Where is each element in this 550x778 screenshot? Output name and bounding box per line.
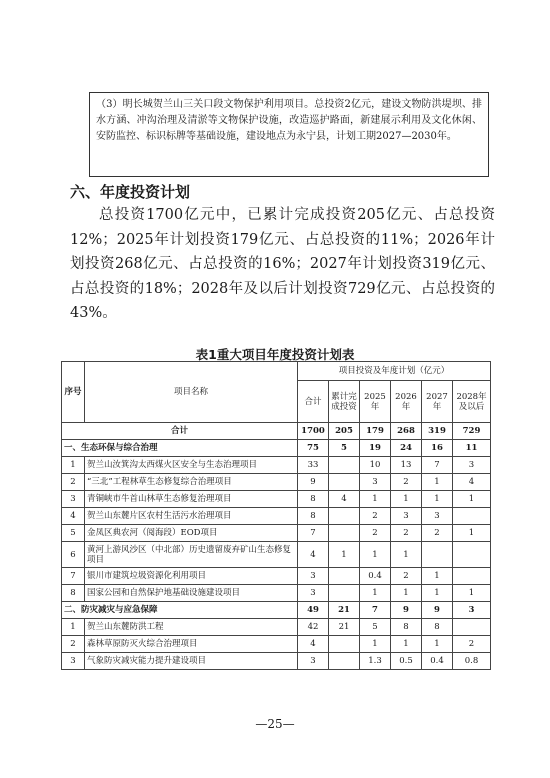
value-cell: 24 xyxy=(391,440,422,457)
value-cell: 8 xyxy=(391,619,422,636)
row-seq: 3 xyxy=(62,653,85,670)
value-cell: 4 xyxy=(298,636,329,653)
value-cell: 1 xyxy=(391,585,422,602)
header-col: 合计 xyxy=(298,381,329,423)
row-seq: 1 xyxy=(62,457,85,474)
value-cell: 2 xyxy=(453,636,491,653)
header-col: 2028年及以后 xyxy=(453,381,491,423)
table-row xyxy=(62,568,491,585)
value-cell: 3 xyxy=(360,474,391,491)
value-cell xyxy=(422,542,453,568)
row-seq: 5 xyxy=(62,525,85,542)
project-description-box: （3）明长城贺兰山三关口段文物保护利用项目。总投资2亿元，建设文物防洪堤坝、排水方涵、冲沟治理及清淤等文物保护设施，改造巡护路面，新建展示利用及文化休闲、安防监控、标识标牌等基础设施，建设地点为永宁县，计划工期2027—2030年。 xyxy=(89,92,489,177)
value-cell: 49 xyxy=(298,602,329,619)
value-cell: 3 xyxy=(298,568,329,585)
table-row xyxy=(62,636,491,653)
value-cell: 1 xyxy=(453,525,491,542)
value-cell: 8 xyxy=(422,619,453,636)
header-name: 项目名称 xyxy=(85,362,298,423)
table-row xyxy=(62,653,491,670)
value-cell: 1 xyxy=(391,491,422,508)
row-name: 黄河上游风沙区（中北部）历史遗留废弃矿山生态修复项目 xyxy=(85,542,298,568)
value-cell: 1 xyxy=(360,585,391,602)
value-cell: 2 xyxy=(391,525,422,542)
value-cell: 0.4 xyxy=(422,653,453,670)
investment-table xyxy=(61,361,491,670)
value-cell: 5 xyxy=(329,440,360,457)
value-cell xyxy=(329,508,360,525)
section-label: 一、生态环保与综合治理 xyxy=(62,440,298,457)
total-row xyxy=(62,423,491,440)
value-cell xyxy=(329,525,360,542)
value-cell: 8 xyxy=(298,508,329,525)
row-name: 贺兰山东麓防洪工程 xyxy=(85,619,298,636)
row-seq: 1 xyxy=(62,619,85,636)
value-cell: 11 xyxy=(453,440,491,457)
row-name: 贺兰山东麓片区农村生活污水治理项目 xyxy=(85,508,298,525)
header-seq: 序号 xyxy=(62,362,85,423)
row-seq: 6 xyxy=(62,542,85,568)
value-cell: 729 xyxy=(453,423,491,440)
value-cell: 1 xyxy=(422,474,453,491)
table-row xyxy=(62,457,491,474)
value-cell: 1 xyxy=(360,636,391,653)
value-cell: 179 xyxy=(360,423,391,440)
table-row xyxy=(62,508,491,525)
table-body xyxy=(62,423,491,670)
value-cell: 2 xyxy=(422,525,453,542)
value-cell: 4 xyxy=(298,542,329,568)
value-cell: 75 xyxy=(298,440,329,457)
value-cell: 1 xyxy=(453,585,491,602)
row-name: 金凤区典农河（阅海段）EOD项目 xyxy=(85,525,298,542)
value-cell: 1 xyxy=(360,491,391,508)
section-row xyxy=(62,440,491,457)
table-row xyxy=(62,619,491,636)
header-group: 项目投资及年度计划（亿元） xyxy=(298,362,491,381)
row-seq: 2 xyxy=(62,474,85,491)
value-cell: 1 xyxy=(391,542,422,568)
value-cell: 1 xyxy=(422,585,453,602)
value-cell xyxy=(329,653,360,670)
value-cell xyxy=(329,457,360,474)
header-col: 2027年 xyxy=(422,381,453,423)
row-seq: 8 xyxy=(62,585,85,602)
value-cell: 10 xyxy=(360,457,391,474)
value-cell: 1 xyxy=(360,542,391,568)
value-cell: 9 xyxy=(422,602,453,619)
value-cell xyxy=(453,508,491,525)
value-cell: 1 xyxy=(391,636,422,653)
value-cell: 5 xyxy=(360,619,391,636)
section-label: 二、防灾减灾与应急保障 xyxy=(62,602,298,619)
value-cell: 2 xyxy=(360,508,391,525)
value-cell: 9 xyxy=(298,474,329,491)
row-seq: 3 xyxy=(62,491,85,508)
table-row xyxy=(62,491,491,508)
value-cell xyxy=(329,585,360,602)
value-cell: 1 xyxy=(453,491,491,508)
value-cell: 7 xyxy=(422,457,453,474)
investment-paragraph: 总投资1700亿元中，已累计完成投资205亿元、占总投资12%；2025年计划投资179亿元、占总投资的11%；2026年计划投资268亿元、占总投资的16%；2027年计划投资319亿元、占总投资的18%；2028年及以后计划投资729亿元、占总投资的43%。 xyxy=(70,207,495,321)
row-name: “三北”工程林草生态修复综合治理项目 xyxy=(85,474,298,491)
value-cell xyxy=(329,636,360,653)
value-cell: 3 xyxy=(453,602,491,619)
value-cell: 1700 xyxy=(298,423,329,440)
row-name: 贺兰山汝箕沟太西煤火区安全与生态治理项目 xyxy=(85,457,298,474)
value-cell: 205 xyxy=(329,423,360,440)
table-row xyxy=(62,474,491,491)
value-cell: 3 xyxy=(391,508,422,525)
value-cell: 8 xyxy=(298,491,329,508)
value-cell: 2 xyxy=(391,568,422,585)
value-cell: 4 xyxy=(329,491,360,508)
table-title: 表1重大项目年度投资计划表 xyxy=(195,347,355,362)
value-cell: 1 xyxy=(422,568,453,585)
value-cell: 0.4 xyxy=(360,568,391,585)
row-name: 森林草原防灭火综合治理项目 xyxy=(85,636,298,653)
table-row xyxy=(62,525,491,542)
value-cell: 9 xyxy=(391,602,422,619)
value-cell: 3 xyxy=(422,508,453,525)
value-cell: 7 xyxy=(298,525,329,542)
value-cell xyxy=(453,542,491,568)
value-cell: 3 xyxy=(298,585,329,602)
row-seq: 4 xyxy=(62,508,85,525)
row-name: 气象防灾减灾能力提升建设项目 xyxy=(85,653,298,670)
value-cell: 13 xyxy=(391,457,422,474)
value-cell: 16 xyxy=(422,440,453,457)
value-cell: 4 xyxy=(453,474,491,491)
value-cell: 42 xyxy=(298,619,329,636)
value-cell: 2 xyxy=(360,525,391,542)
section-heading: 六、年度投资计划 xyxy=(70,183,191,201)
value-cell: 0.8 xyxy=(453,653,491,670)
row-name: 银川市建筑垃圾资源化利用项目 xyxy=(85,568,298,585)
total-label: 合计 xyxy=(62,423,298,440)
header-col: 累计完成投资 xyxy=(329,381,360,423)
value-cell: 3 xyxy=(298,653,329,670)
value-cell: 0.5 xyxy=(391,653,422,670)
section-row xyxy=(62,602,491,619)
value-cell: 1.3 xyxy=(360,653,391,670)
value-cell: 268 xyxy=(391,423,422,440)
value-cell: 1 xyxy=(329,542,360,568)
value-cell: 21 xyxy=(329,619,360,636)
row-seq: 7 xyxy=(62,568,85,585)
value-cell: 1 xyxy=(422,491,453,508)
header-col: 2026年 xyxy=(391,381,422,423)
value-cell: 21 xyxy=(329,602,360,619)
value-cell xyxy=(453,619,491,636)
value-cell xyxy=(329,474,360,491)
row-seq: 2 xyxy=(62,636,85,653)
table-row xyxy=(62,542,491,568)
value-cell xyxy=(329,568,360,585)
page-number: —25— xyxy=(255,717,295,731)
header-col: 2025年 xyxy=(360,381,391,423)
value-cell: 1 xyxy=(422,636,453,653)
value-cell: 2 xyxy=(391,474,422,491)
value-cell xyxy=(453,568,491,585)
value-cell: 19 xyxy=(360,440,391,457)
value-cell: 7 xyxy=(360,602,391,619)
value-cell: 319 xyxy=(422,423,453,440)
table-row xyxy=(62,585,491,602)
row-name: 青铜峡市牛首山林草生态修复治理项目 xyxy=(85,491,298,508)
value-cell: 3 xyxy=(453,457,491,474)
row-name: 国家公园和自然保护地基础设施建设项目 xyxy=(85,585,298,602)
value-cell: 33 xyxy=(298,457,329,474)
